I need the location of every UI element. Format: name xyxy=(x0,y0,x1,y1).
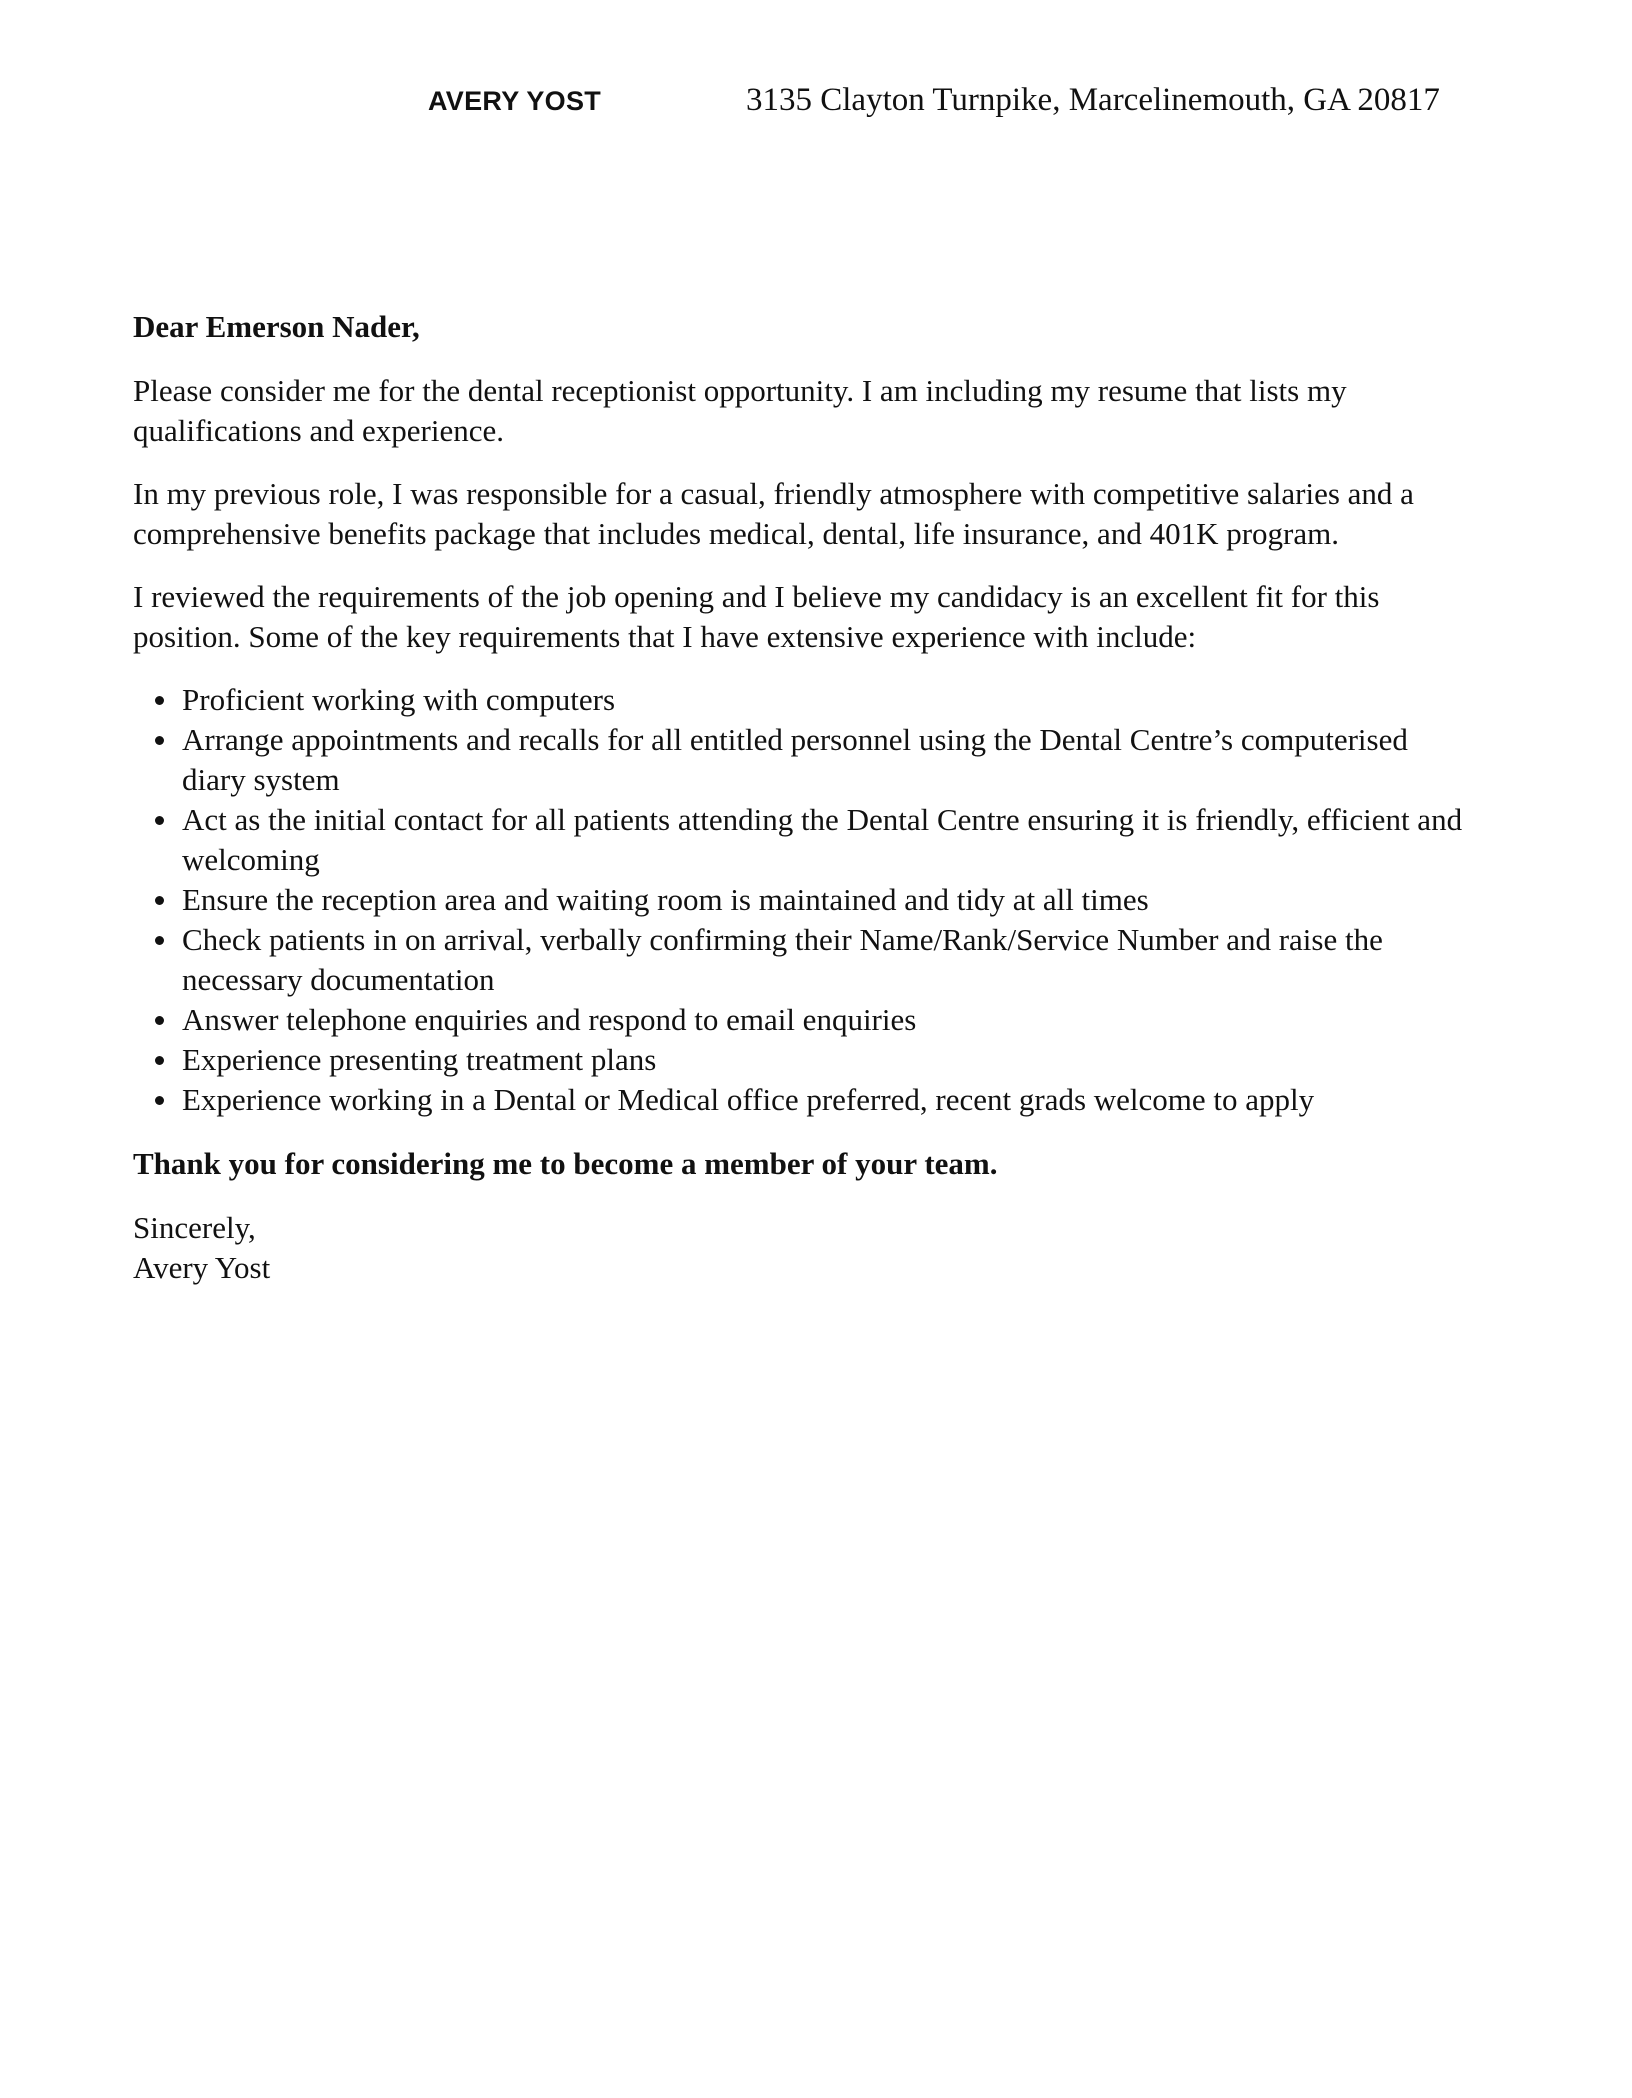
list-item-text: Arrange appointments and recalls for all entitled personnel using the Dental Centre’s computerised diary system xyxy=(182,722,1408,797)
signature: Avery Yost xyxy=(133,1250,271,1285)
list-item-text: Experience presenting treatment plans xyxy=(182,1042,657,1077)
bullet-icon xyxy=(155,896,164,905)
sender-name: AVERY YOST xyxy=(428,86,602,116)
sender-address: 3135 Clayton Turnpike, Marcelinemouth, GA 20817 xyxy=(746,82,1440,118)
list-item xyxy=(133,680,1473,720)
list-item-text: Ensure the reception area and waiting room is maintained and tidy at all times xyxy=(182,882,1149,917)
list-item xyxy=(133,1000,1473,1040)
list-item xyxy=(133,920,1473,1000)
list-item-text: Answer telephone enquiries and respond to email enquiries xyxy=(182,1002,917,1037)
salutation: Dear Emerson Nader, xyxy=(133,309,420,344)
list-item xyxy=(133,800,1473,880)
requirements-list xyxy=(133,680,1473,1120)
bullet-icon xyxy=(155,1016,164,1025)
letter-body xyxy=(133,307,1473,1288)
list-item xyxy=(133,720,1473,800)
list-item-text: Proficient working with computers xyxy=(182,682,616,717)
bullet-icon xyxy=(155,816,164,825)
list-item xyxy=(133,1040,1473,1080)
bullet-icon xyxy=(155,936,164,945)
bullet-icon xyxy=(155,736,164,745)
bullet-icon xyxy=(155,1096,164,1105)
paragraph-intro: Please consider me for the dental receptionist opportunity. I am including my resume that lists my qualifications and experience. xyxy=(133,373,1347,448)
list-item-text: Act as the initial contact for all patients attending the Dental Centre ensuring it is friendly, efficient and welcoming xyxy=(182,802,1463,877)
bullet-icon xyxy=(155,1056,164,1065)
list-item-text: Experience working in a Dental or Medical office preferred, recent grads welcome to apply xyxy=(182,1082,1315,1117)
list-item xyxy=(133,1080,1473,1120)
paragraph-previous-role: In my previous role, I was responsible for a casual, friendly atmosphere with competitive salaries and a comprehensive benefits package that includes medical, dental, life insurance, and 401K program. xyxy=(133,476,1414,551)
signoff: Sincerely, xyxy=(133,1210,256,1245)
bullet-icon xyxy=(155,696,164,705)
list-item-text: Check patients in on arrival, verbally confirming their Name/Rank/Service Number and raise the necessary documentation xyxy=(182,922,1383,997)
closing-line: Thank you for considering me to become a member of your team. xyxy=(133,1146,998,1181)
list-item xyxy=(133,880,1473,920)
paragraph-requirements-intro: I reviewed the requirements of the job opening and I believe my candidacy is an excellent fit for this position. Some of the key requirements that I have extensive experience with include: xyxy=(133,579,1380,654)
